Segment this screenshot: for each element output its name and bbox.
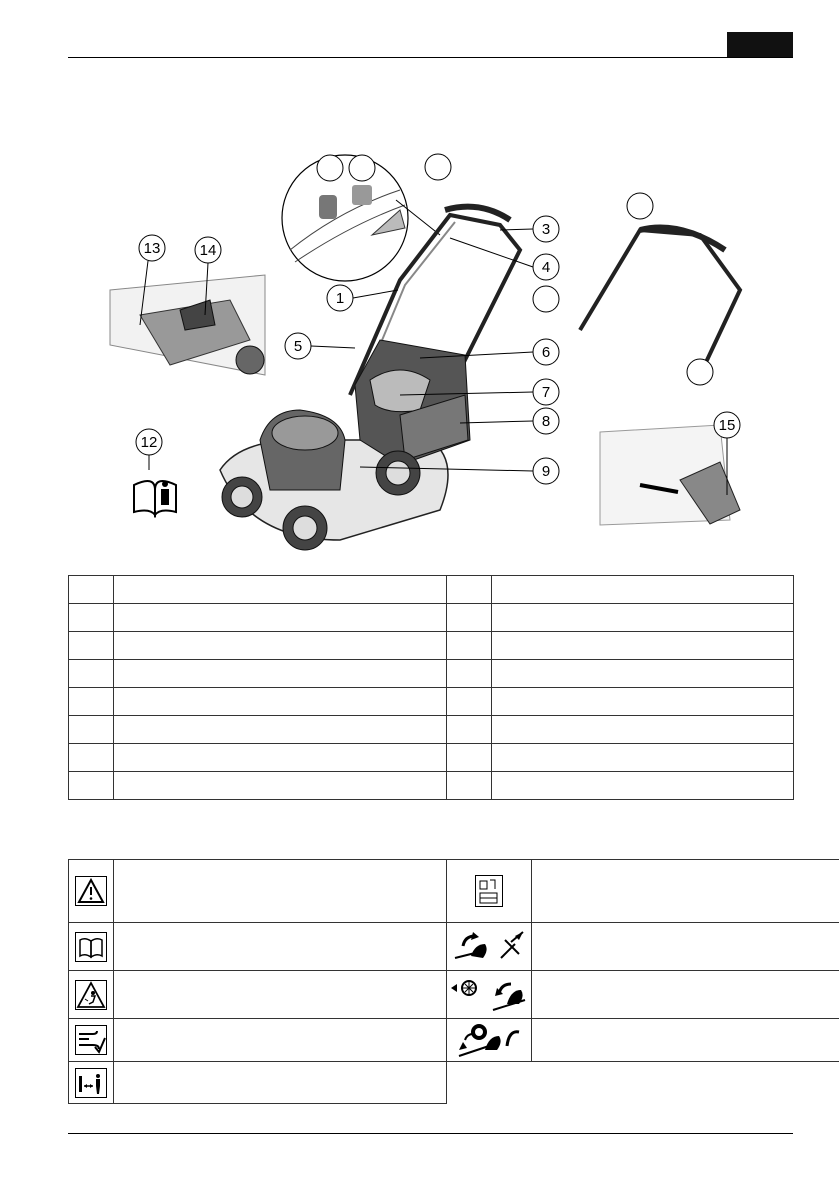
- table-row: [69, 604, 794, 632]
- table-row: [69, 772, 794, 800]
- callout-1: 1: [335, 290, 345, 307]
- table-row: [69, 688, 794, 716]
- part-description: [114, 716, 447, 744]
- callout-9: 9: [541, 463, 551, 480]
- part-number: [69, 688, 114, 716]
- symbol-description: [114, 923, 447, 971]
- part-description: [492, 772, 794, 800]
- warning-triangle-icon: [69, 860, 114, 923]
- part-number: [69, 632, 114, 660]
- table-row: [69, 860, 839, 923]
- symbol-description: [532, 971, 839, 1019]
- symbol-description: [532, 860, 839, 923]
- symbol-description: [532, 1019, 839, 1062]
- callout-4: 4: [541, 259, 551, 276]
- part-number: [69, 744, 114, 772]
- callout-6: 6: [541, 344, 551, 361]
- table-row: [69, 632, 794, 660]
- symbol-description: [114, 1019, 447, 1062]
- table-row: [69, 744, 794, 772]
- symbol-description: [114, 1062, 447, 1104]
- footer-rule: [68, 1133, 793, 1134]
- symbol-description: [114, 860, 447, 923]
- part-number: [447, 576, 492, 604]
- part-description: [492, 688, 794, 716]
- part-description: [492, 716, 794, 744]
- part-description: [114, 632, 447, 660]
- part-number: [447, 772, 492, 800]
- choke-lever-icon: [447, 971, 532, 1019]
- part-description: [114, 772, 447, 800]
- table-row: [69, 971, 839, 1019]
- engage-drive-icon: [447, 923, 532, 971]
- part-number: [447, 688, 492, 716]
- thrown-objects-warning-icon: [69, 971, 114, 1019]
- part-description: [114, 604, 447, 632]
- part-number: [69, 576, 114, 604]
- part-number: [69, 716, 114, 744]
- section-tab: [727, 32, 793, 58]
- part-description: [114, 744, 447, 772]
- table-row: [69, 716, 794, 744]
- part-description: [114, 688, 447, 716]
- part-number: [447, 604, 492, 632]
- part-number: [447, 716, 492, 744]
- part-description: [114, 576, 447, 604]
- callout-13: 13: [143, 240, 161, 257]
- disconnect-spark-plug-icon: [69, 1019, 114, 1062]
- part-number: [69, 660, 114, 688]
- callout-7: 7: [541, 384, 551, 401]
- keep-distance-icon: [69, 1062, 114, 1104]
- part-number: [447, 660, 492, 688]
- part-description: [492, 660, 794, 688]
- callout-14: 14: [199, 242, 217, 259]
- part-description: [492, 744, 794, 772]
- symbol-description: [532, 923, 839, 971]
- symbol-description: [114, 971, 447, 1019]
- table-row: [69, 660, 794, 688]
- fuel-level-icon: [447, 860, 532, 923]
- mower-illustration: [100, 140, 800, 570]
- part-description: [492, 576, 794, 604]
- callout-5: 5: [293, 338, 303, 355]
- part-number: [447, 632, 492, 660]
- part-description: [492, 604, 794, 632]
- mower-overview-figure: [100, 140, 800, 570]
- parts-table: [68, 575, 794, 800]
- part-description: [492, 632, 794, 660]
- part-number: [69, 604, 114, 632]
- callout-15: 15: [718, 417, 736, 434]
- part-description: [114, 660, 447, 688]
- table-row: [69, 923, 839, 971]
- symbols-table: [68, 859, 839, 1104]
- header-rule: [68, 57, 793, 58]
- callout-3: 3: [541, 221, 551, 238]
- part-number: [447, 744, 492, 772]
- callout-8: 8: [541, 413, 551, 430]
- blade-brake-icon: [447, 1019, 532, 1062]
- table-row: [69, 1019, 839, 1062]
- part-number: [69, 772, 114, 800]
- table-row: [69, 1062, 839, 1104]
- callout-12: 12: [140, 434, 158, 451]
- table-row: [69, 576, 794, 604]
- read-manual-icon: [69, 923, 114, 971]
